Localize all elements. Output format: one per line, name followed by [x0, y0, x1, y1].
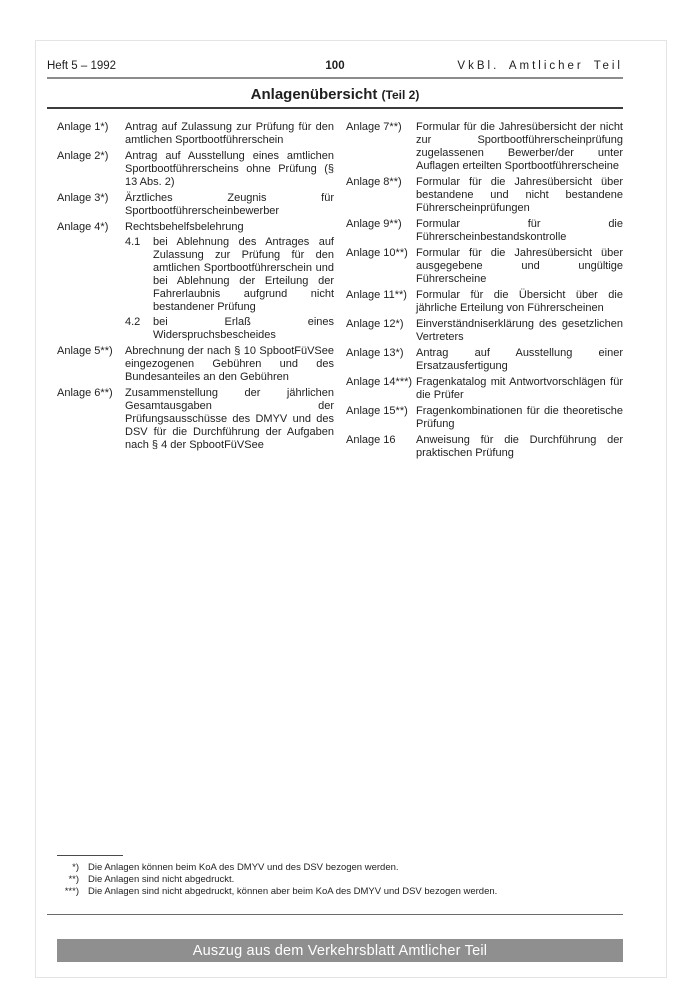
annex-description: Antrag auf Ausstellung eines amtlichen Sportbootführerscheins ohne Prüfung (§ 13 Abs. 2)	[125, 150, 334, 188]
annex-label: Anlage 4*)	[57, 221, 109, 233]
annex-description: Formular für die Jahresübersicht der nicht zur Sportbootführerscheinprüfung zugelassenen Bewerber/der unter Auflagen erteilten Sportbootführerscheine	[416, 121, 623, 172]
annex-label: Anlage 2*)	[57, 150, 109, 162]
annex-description: Antrag auf Ausstellung einer Ersatzausfertigung	[416, 347, 623, 372]
annex-label: Anlage 5**)	[57, 345, 113, 357]
annex-description: Formular für die Führerscheinbestandskontrolle	[416, 218, 623, 243]
annex-entry	[346, 176, 623, 215]
annex-entry	[57, 345, 334, 384]
annex-description: Zusammenstellung der jährlichen Gesamtausgaben der Prüfungsausschüsse des DMYV und des DSV für die Durchführung der Aufgaben nach § 4 der SpbootFüVSee	[125, 387, 334, 451]
journal-title: VkBl. Amtlicher Teil	[457, 60, 623, 72]
annex-label: Anlage 3*)	[57, 192, 109, 204]
annex-label: Anlage 1*)	[57, 121, 109, 133]
annex-body	[416, 289, 623, 315]
footnote	[57, 886, 623, 898]
annex-body	[416, 434, 623, 460]
annex-description: Formular für die Jahresübersicht über ausgegebene und ungültige Führerscheine	[416, 247, 623, 285]
annex-label: Anlage 15**)	[346, 405, 408, 417]
annex-body	[125, 150, 334, 189]
annex-body	[125, 345, 334, 384]
page-title	[47, 87, 623, 103]
annex-entry	[346, 376, 623, 402]
footnote	[57, 862, 623, 874]
annex-label: Anlage 10**)	[346, 247, 408, 259]
annex-label: Anlage 6**)	[57, 387, 113, 399]
page-title-suffix: (Teil 2)	[381, 88, 420, 102]
annex-label: Anlage 7**)	[346, 121, 402, 133]
annex-body	[125, 192, 334, 218]
annex-column-right	[346, 121, 623, 463]
annex-subentry	[125, 236, 334, 314]
annex-description: Anweisung für die Durchführung der praktischen Prüfung	[416, 434, 623, 459]
annex-description: Abrechnung der nach § 10 SpbootFüVSee eingezogenen Gebühren und des Bundesanteiles an den Gebühren	[125, 345, 334, 383]
page-number: 100	[325, 60, 345, 72]
annex-subentry-number: 4.2	[125, 316, 141, 328]
annex-body	[416, 176, 623, 215]
annex-description: Fragenkombinationen für die theoretische Prüfung	[416, 405, 623, 430]
footnote-text: Die Anlagen sind nicht abgedruckt, können aber beim KoA des DMYV und DSV bezogen werden.	[88, 886, 498, 897]
footnote-marker: ***)	[64, 886, 79, 897]
footnote	[57, 874, 623, 886]
annex-label: Anlage 14***)	[346, 376, 413, 388]
footnote-rule	[57, 855, 123, 856]
annex-label: Anlage 9**)	[346, 218, 402, 230]
annex-description: Antrag auf Zulassung zur Prüfung für den amtlichen Sportbootführerschein	[125, 121, 334, 146]
issue-label: Heft 5 – 1992	[47, 60, 117, 72]
annex-description: Rechtsbehelfsbelehrung	[125, 221, 244, 233]
annex-entry	[57, 221, 334, 342]
annex-label: Anlage 16	[346, 434, 396, 446]
annex-entry	[346, 318, 623, 344]
annex-entry	[57, 387, 334, 452]
footnotes	[57, 855, 623, 898]
annex-subentry-text: bei Ablehnung des Antrages auf Zulassung zur Prüfung für den amtlichen Sportbootführerschein und bei Ablehnung der Erteilung der Fahrerlaubnis aufgrund nicht bestandener Prüfung	[153, 236, 334, 313]
annex-body	[416, 405, 623, 431]
bottom-rule	[47, 914, 623, 915]
annex-sublist	[125, 236, 334, 342]
annex-body	[416, 121, 623, 173]
annex-body	[416, 218, 623, 244]
footnote-text: Die Anlagen können beim KoA des DMYV und des DSV bezogen werden.	[88, 862, 399, 873]
annex-subentry	[125, 316, 334, 342]
footnote-marker: *)	[72, 862, 79, 873]
annex-entry	[57, 121, 334, 147]
header-rule	[47, 77, 623, 79]
annex-body	[416, 318, 623, 344]
annex-list	[57, 121, 623, 463]
footnote-list	[57, 862, 623, 898]
title-rule	[47, 107, 623, 109]
annex-subentry-text: bei Erlaß eines Widerspruchsbescheides	[153, 316, 334, 341]
annex-body	[416, 347, 623, 373]
annex-label: Anlage 8**)	[346, 176, 402, 188]
annex-description: Formular für die Jahresübersicht über bestandene und nicht bestandene Führerscheinprüfungen	[416, 176, 623, 214]
footnote-marker: **)	[68, 874, 79, 885]
annex-entry	[346, 289, 623, 315]
annex-body	[416, 376, 623, 402]
source-banner-text: Auszug aus dem Verkehrsblatt Amtlicher Teil	[192, 942, 488, 959]
running-head	[47, 60, 623, 72]
annex-column-left	[57, 121, 334, 463]
annex-entry	[346, 405, 623, 431]
annex-subentry-number: 4.1	[125, 236, 141, 248]
annex-entry	[346, 121, 623, 173]
annex-label: Anlage 12*)	[346, 318, 404, 330]
annex-entry	[346, 247, 623, 286]
annex-body	[125, 387, 334, 452]
annex-entry	[57, 150, 334, 189]
annex-body	[125, 121, 334, 147]
page-title-main: Anlagenübersicht	[250, 86, 378, 103]
annex-body	[416, 247, 623, 286]
annex-description: Formular für die Übersicht über die jährliche Erteilung von Führerscheinen	[416, 289, 623, 314]
annex-entry	[346, 434, 623, 460]
source-banner	[57, 939, 623, 962]
annex-description: Ärztliches Zeugnis für Sportbootführerscheinbewerber	[125, 192, 334, 217]
annex-entry	[346, 347, 623, 373]
annex-entry	[57, 192, 334, 218]
annex-entry	[346, 218, 623, 244]
annex-description: Einverständniserklärung des gesetzlichen Vertreters	[416, 318, 623, 343]
annex-description: Fragenkatalog mit Antwortvorschlägen für die Prüfer	[416, 376, 623, 401]
annex-label: Anlage 11**)	[346, 289, 407, 301]
annex-body	[125, 221, 334, 342]
footnote-text: Die Anlagen sind nicht abgedruckt.	[88, 874, 235, 885]
annex-label: Anlage 13*)	[346, 347, 404, 359]
